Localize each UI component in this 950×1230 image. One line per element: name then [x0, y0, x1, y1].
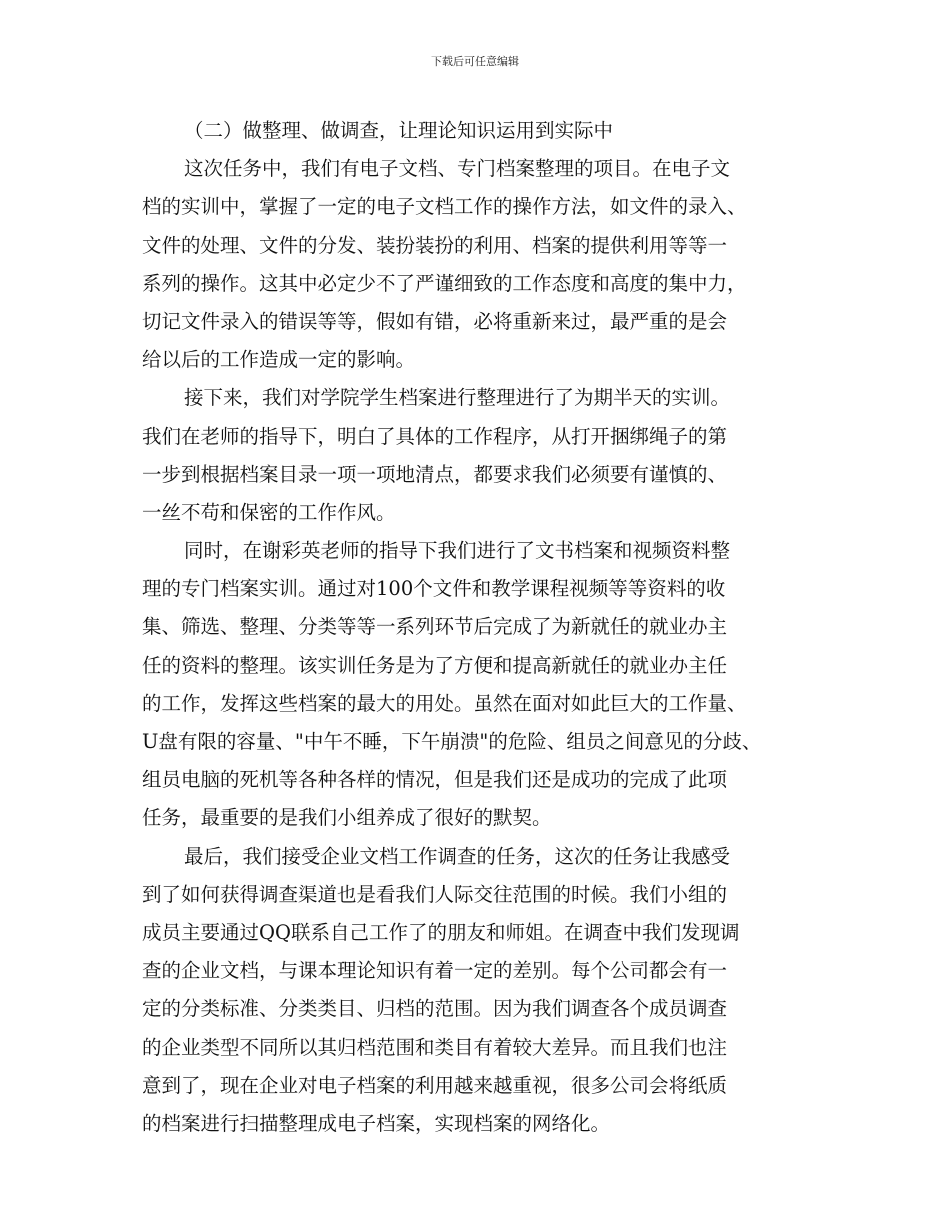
text-line: 定的分类标准、分类类目、归档的范围。因为我们调查各个成员调查 [142, 997, 728, 1021]
text-line: 意到了，现在企业对电子档案的利用越来越重视，很多公司会将纸质 [142, 1073, 728, 1097]
text-line: 的工作，发挥这些档案的最大的用处。虽然在面对如此巨大的工作量、 [142, 691, 747, 715]
text-line: 同时，在谢彩英老师的指导下我们进行了文书档案和视频资料整 [184, 539, 731, 563]
text-line: 集、筛选、整理、分类等等一系列环节后完成了为新就任的就业办主 [142, 615, 728, 639]
text-line: 系列的操作。这其中必定少不了严谨细致的工作态度和高度的集中力， [142, 271, 747, 295]
text-line: 一步到根据档案目录一项一项地清点，都要求我们必须要有谨慎的、 [142, 462, 728, 486]
text-line: 到了如何获得调查渠道也是看我们人际交往范围的时候。我们小组的 [142, 882, 728, 906]
text-line: 我们在老师的指导下，明白了具体的工作程序，从打开捆绑绳子的第 [142, 424, 728, 448]
text-line: 组员电脑的死机等各种各样的情况，但是我们还是成功的完成了此项 [142, 768, 728, 792]
text-line: 切记文件录入的错误等等，假如有错，必将重新来过，最严重的是会 [142, 309, 728, 333]
document-body [142, 112, 832, 1143]
text-line: 的企业类型不同所以其归档范围和类目有着较大差异。而且我们也注 [142, 1035, 728, 1059]
text-line: 任务，最重要的是我们小组养成了很好的默契。 [142, 806, 552, 830]
text-line: U盘有限的容量、"中午不睡，下午崩溃"的危险、组员之间意见的分歧、 [142, 730, 762, 753]
text-line: 文件的处理、文件的分发、装扮装扮的利用、档案的提供利用等等一 [142, 233, 728, 257]
text-line: 查的企业文档，与课本理论知识有着一定的差别。每个公司都会有一 [142, 959, 728, 983]
page-header-note: 下载后可任意编辑 [431, 55, 519, 68]
text-line: 的档案进行扫描整理成电子档案，实现档案的网络化。 [142, 1111, 611, 1135]
text-line: 接下来，我们对学院学生档案进行整理进行了为期半天的实训。 [184, 386, 731, 410]
text-line: 任的资料的整理。该实训任务是为了方便和提高新就任的就业办主任 [142, 653, 728, 677]
text-line: 理的专门档案实训。通过对100个文件和教学课程视频等等资料的收 [142, 577, 726, 601]
text-line: 成员主要通过QQ联系自己工作了的朋友和师姐。在调查中我们发现调 [142, 920, 740, 944]
text-line: 最后，我们接受企业文档工作调查的任务，这次的任务让我感受 [184, 844, 731, 868]
text-line: 给以后的工作造成一定的影响。 [142, 348, 416, 372]
text-line: 档的实训中，掌握了一定的电子文档工作的操作方法，如文件的录入、 [142, 195, 747, 219]
section-heading: （二）做整理、做调查，让理论知识运用到实际中 [184, 119, 614, 142]
text-line: 一丝不苟和保密的工作作风。 [142, 500, 396, 524]
text-line: 这次任务中，我们有电子文档、专门档案整理的项目。在电子文 [184, 157, 731, 181]
